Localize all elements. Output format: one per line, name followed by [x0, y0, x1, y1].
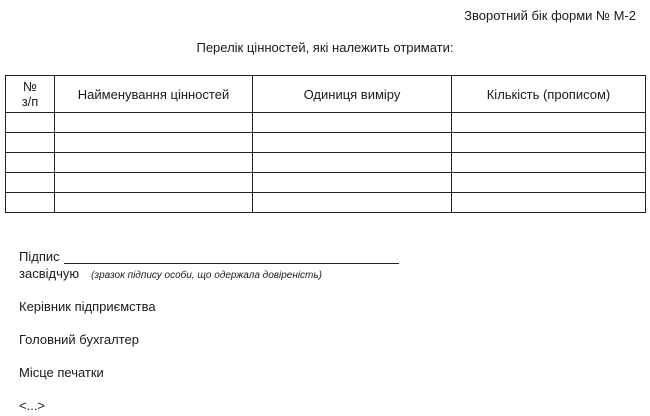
table-row: [6, 153, 646, 173]
table-cell: [55, 173, 253, 193]
table-row: [6, 173, 646, 193]
column-header-number: [6, 76, 55, 113]
table-cell: [452, 153, 646, 173]
table-cell: [253, 193, 452, 213]
table-cell: [6, 153, 55, 173]
form-reference: Зворотний бік форми № М-2: [464, 8, 636, 23]
table-cell: [253, 173, 452, 193]
column-header-number-symbol: №: [23, 79, 37, 94]
table-cell: [452, 173, 646, 193]
column-header-unit: Одиниця виміру: [253, 76, 452, 113]
table-cell: [55, 133, 253, 153]
table-cell: [253, 133, 452, 153]
signature-line: [64, 252, 399, 264]
seal-place-label: Місце печатки: [19, 365, 104, 380]
certify-row: [19, 266, 322, 281]
table-cell: [55, 193, 253, 213]
certify-label: засвідчую: [19, 266, 80, 281]
table-cell: [452, 133, 646, 153]
table-row: [6, 193, 646, 213]
table-header-row: [6, 76, 646, 113]
table-row: [6, 113, 646, 133]
ellipsis-marker: <...>: [19, 398, 46, 413]
table-cell: [253, 153, 452, 173]
table-row: [6, 133, 646, 153]
chief-accountant-label: Головний бухгалтер: [19, 332, 139, 347]
table-cell: [6, 193, 55, 213]
table-cell: [6, 133, 55, 153]
table-cell: [452, 193, 646, 213]
table-cell: [6, 113, 55, 133]
column-header-name: Найменування цінностей: [55, 76, 253, 113]
table-cell: [55, 113, 253, 133]
signature-sample-note: (зразок підпису особи, що одержала довіреність): [91, 270, 322, 281]
signature-row: [19, 249, 399, 264]
values-table: [5, 75, 646, 213]
table-cell: [253, 113, 452, 133]
column-header-quantity: Кількість (прописом): [452, 76, 646, 113]
signature-label: Підпис: [19, 249, 60, 264]
list-title: Перелік цінностей, які належить отримати:: [196, 40, 454, 55]
table-cell: [55, 153, 253, 173]
column-header-number-abbrev: з/п: [21, 94, 39, 109]
head-of-enterprise-label: Керівник підприємства: [19, 299, 156, 314]
table-cell: [452, 113, 646, 133]
table-cell: [6, 173, 55, 193]
